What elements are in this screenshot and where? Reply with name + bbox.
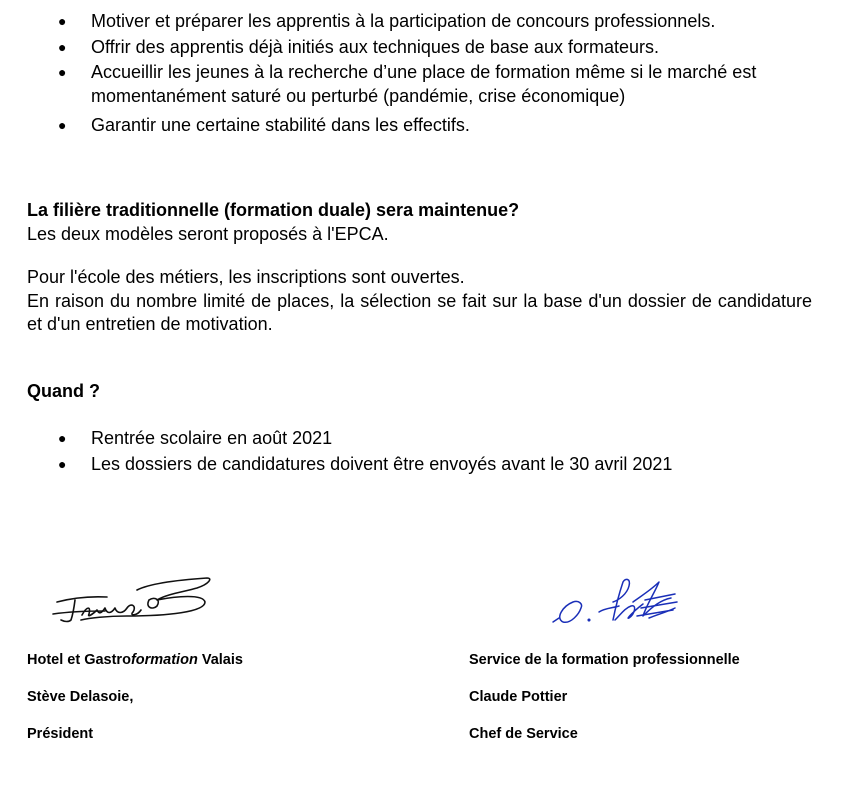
signatory-role-right: Chef de Service — [469, 726, 578, 742]
list-item-text: Accueillir les jeunes à la recherche d’une place de formation même si le marché est momentanément saturé ou perturbé (pandémie, crise économique) — [91, 62, 757, 106]
list-item — [55, 427, 815, 451]
list-item — [55, 114, 815, 138]
signature-image-right — [469, 570, 829, 640]
org-name-right: Service de la formation professionnelle — [469, 652, 740, 668]
list-item-text: Rentrée scolaire en août 2021 — [91, 428, 333, 448]
org-name-part3: Valais — [197, 652, 243, 668]
org-name-part1: Hotel et Gastro — [27, 652, 131, 668]
handwritten-signature-icon — [549, 570, 789, 640]
filiere-heading: La filière traditionnelle (formation duale) sera maintenue? — [27, 200, 520, 220]
ecole-line1: Pour l'école des métiers, les inscriptions sont ouvertes. — [27, 267, 465, 287]
bullet-icon: ● — [58, 117, 67, 133]
list-item — [55, 453, 815, 477]
signature-right — [469, 570, 829, 743]
signature-image-left — [27, 570, 427, 640]
list-item — [55, 61, 815, 108]
quand-heading: Quand ? — [27, 381, 100, 401]
org-name-part2: formation — [130, 652, 198, 668]
bullet-icon: ● — [58, 64, 67, 80]
org-name-left — [27, 651, 427, 669]
quand-list — [55, 427, 815, 478]
signatory-role-left: Président — [27, 726, 94, 742]
signature-left — [27, 570, 427, 743]
list-item — [55, 10, 815, 34]
bullet-icon: ● — [58, 430, 67, 446]
signatory-name-left: Stève Delasoie, — [27, 689, 134, 705]
list-item — [55, 36, 815, 60]
list-item-text: Offrir des apprentis déjà initiés aux techniques de base aux formateurs. — [91, 36, 659, 57]
bullet-icon: ● — [58, 13, 67, 29]
handwritten-signature-icon — [27, 570, 227, 640]
signatory-name-right: Claude Pottier — [469, 689, 568, 705]
bullet-icon: ● — [58, 38, 67, 55]
ecole-line2: En raison du nombre limité de places, la sélection se fait sur la base d'un dossier de candidature et d'un entretien de motivation. — [27, 290, 812, 334]
filiere-section — [27, 199, 812, 246]
ecole-section — [27, 266, 812, 337]
quand-section — [27, 380, 812, 404]
filiere-text: Les deux modèles seront proposés à l'EPCA. — [27, 223, 389, 244]
goals-list — [55, 10, 815, 140]
list-item-text: Les dossiers de candidatures doivent être envoyés avant le 30 avril 2021 — [91, 453, 673, 474]
list-item-text: Motiver et préparer les apprentis à la participation de concours professionnels. — [91, 11, 716, 31]
bullet-icon: ● — [58, 455, 67, 472]
list-item-text: Garantir une certaine stabilité dans les effectifs. — [91, 115, 470, 135]
